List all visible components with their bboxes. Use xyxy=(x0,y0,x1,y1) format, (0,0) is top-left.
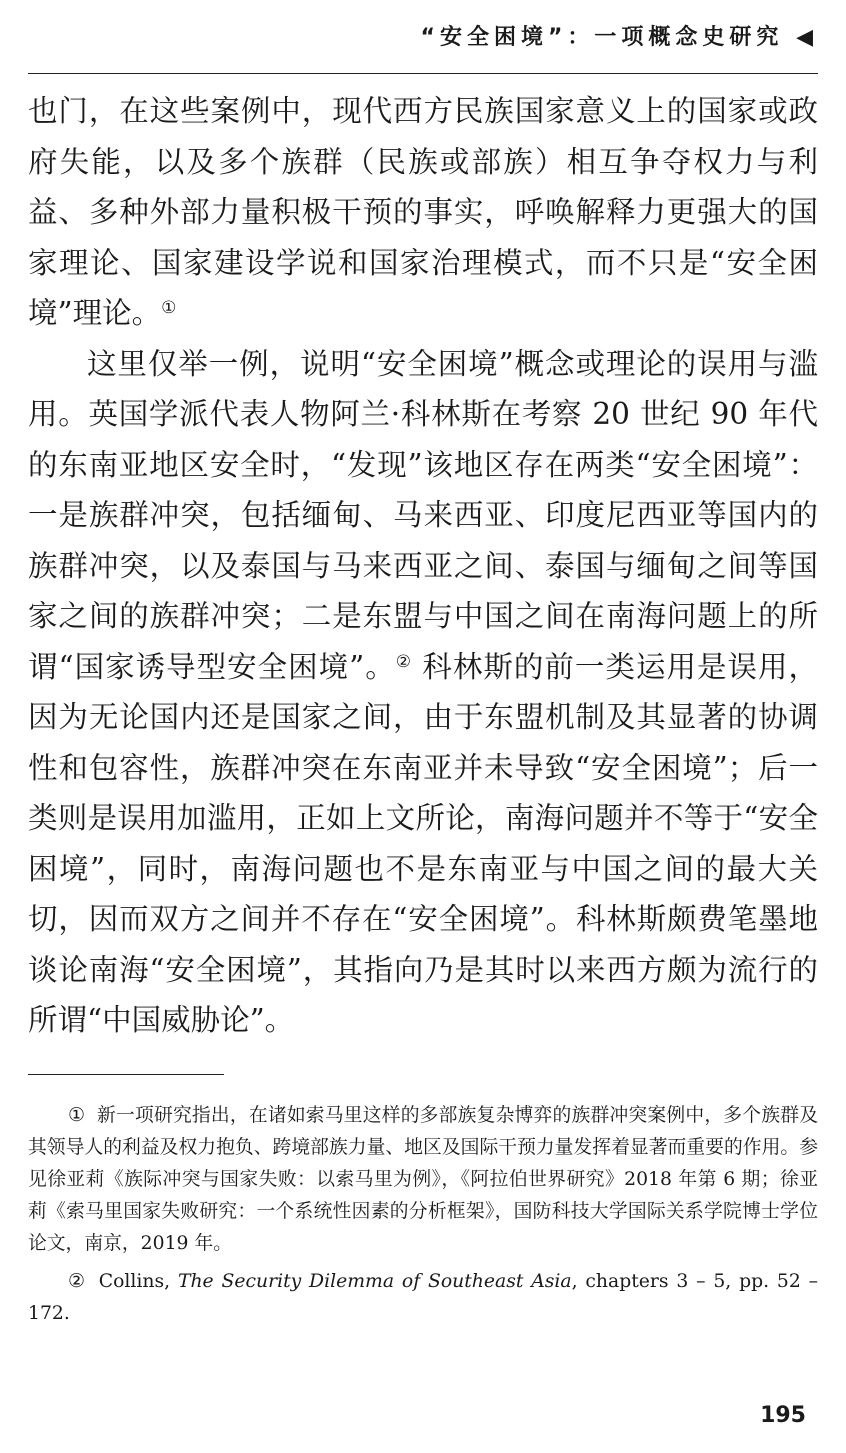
footnote-2-book-title: The Security Dilemma of Southeast Asia xyxy=(177,1271,572,1292)
paragraph-2-text-a: 这里仅举一例，说明“安全困境”概念或理论的误用与滥用。英国学派代表人物阿兰·科林斯在考察 20 世纪 90 年代的东南亚地区安全时，“发现”该地区存在两类“安全困境”：一是族群冲突，包括缅甸、马来西亚、印度尼西亚等国内的族群冲突，以及泰国与马来西亚之间、泰国与缅甸之间等国家之间的族群冲突；二是东盟与中国之间在南海问题上的所谓“国家诱导型安全困境”。 xyxy=(28,346,818,684)
paragraph-1 xyxy=(28,86,818,339)
paragraph-1-text: 也门，在这些案例中，现代西方民族国家意义上的国家或政府失能，以及多个族群（民族或部族）相互争夺权力与利益、多种外部力量积极干预的事实，呼唤解释力更强大的国家理论、国家建设学说和国家治理模式，而不只是“安全困境”理论。 xyxy=(28,94,818,330)
footnote-ref-1[interactable]: ① xyxy=(161,298,177,318)
footnote-ref-2[interactable]: ② xyxy=(395,651,413,672)
footnote-2-marker: ② xyxy=(68,1271,87,1292)
header-rule xyxy=(28,73,818,74)
main-text xyxy=(28,86,818,1046)
footnote-2-pages: , chapters 3 – 5, pp. 52 – 172. xyxy=(28,1271,819,1324)
footnote-1 xyxy=(28,1100,818,1260)
footnote-2-author: Collins, xyxy=(98,1271,178,1292)
footnote-1-marker: ① xyxy=(68,1105,86,1126)
footnotes xyxy=(28,1100,818,1330)
paragraph-2-text-b: 科林斯的前一类运用是误用，因为无论国内还是国家之间，由于东盟机制及其显著的协调性和包容性，族群冲突在东南亚并未导致“安全困境”；后一类则是误用加滥用，正如上文所论，南海问题并不等于“安全困境”，同时，南海问题也不是东南亚与中国之间的最大关切，因而双方之间并不存在“安全困境”。科林斯颇费笔墨地谈论南海“安全困境”，其指向乃是其时以来西方颇为流行的所谓“中国威胁论”。 xyxy=(28,649,818,1037)
footnote-separator xyxy=(28,1074,224,1075)
paragraph-2 xyxy=(28,339,818,1046)
footnote-1-text: 新一项研究指出，在诸如索马里这样的多部族复杂博弈的族群冲突案例中，多个族群及其领导人的利益及权力抱负、跨境部族力量、地区及国际干预力量发挥着显著而重要的作用。参见徐亚莉《族际冲突与国家失败：以索马里为例》，《阿拉伯世界研究》2018 年第 6 期；徐亚莉《索马里国家失败研究：一个系统性因素的分析框架》，国防科技大学国际关系学院博士学位论文，南京，2019 年。 xyxy=(28,1105,819,1254)
running-header: “安全困境”：一项概念史研究 ◀ xyxy=(420,25,818,50)
page-number: 195 xyxy=(760,1403,806,1428)
footnote-2 xyxy=(28,1266,818,1330)
